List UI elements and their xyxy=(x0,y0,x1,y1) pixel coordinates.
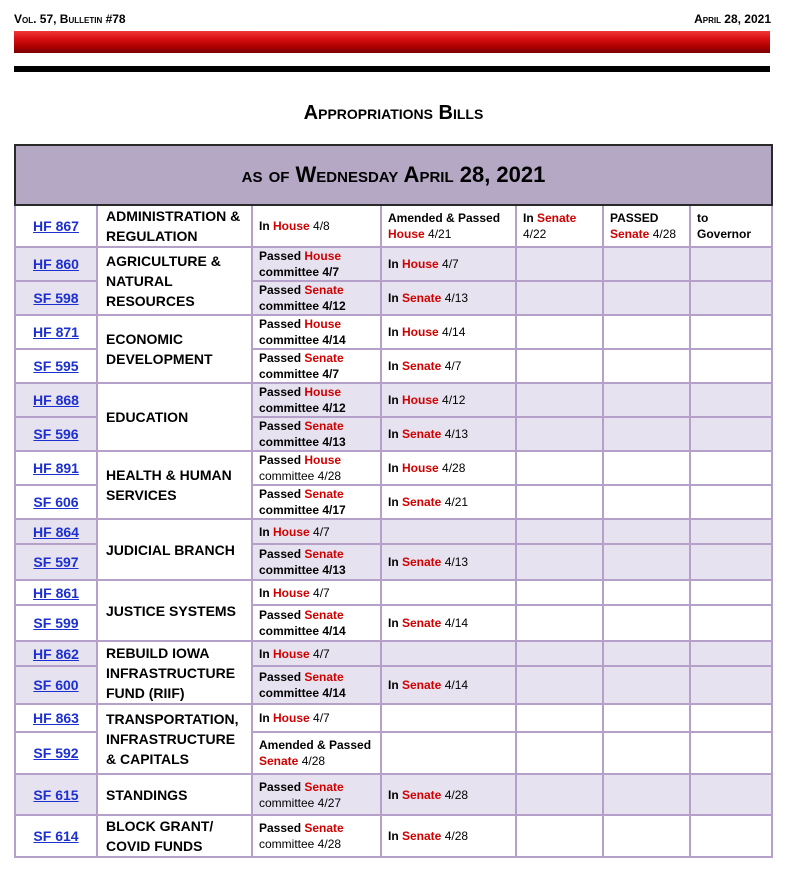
empty-cell xyxy=(690,349,772,383)
bill-link[interactable]: SF 600 xyxy=(15,666,97,704)
status-cell: Passed Senate committee 4/14 xyxy=(252,605,381,641)
empty-cell xyxy=(690,417,772,451)
committee-name: BLOCK GRANT/ COVID FUNDS xyxy=(97,815,252,857)
empty-cell xyxy=(516,519,603,544)
bill-link[interactable]: HF 871 xyxy=(15,315,97,349)
bill-link[interactable]: SF 595 xyxy=(15,349,97,383)
empty-cell xyxy=(690,774,772,815)
bulletin-volume: Vol. 57, Bulletin #78 xyxy=(14,12,126,26)
status-cell: Passed Senate committee 4/7 xyxy=(252,349,381,383)
status-cell: In Senate 4/13 xyxy=(381,417,516,451)
status-cell: In Senate 4/13 xyxy=(381,544,516,580)
empty-cell xyxy=(603,485,690,519)
bill-link[interactable]: HF 861 xyxy=(15,580,97,605)
empty-cell xyxy=(516,641,603,666)
status-cell: In Senate 4/28 xyxy=(381,815,516,857)
status-cell: Passed House committee 4/14 xyxy=(252,315,381,349)
empty-cell xyxy=(690,315,772,349)
empty-cell xyxy=(690,704,772,732)
status-cell: In Senate 4/21 xyxy=(381,485,516,519)
empty-cell xyxy=(516,666,603,704)
committee-name: STANDINGS xyxy=(97,774,252,815)
empty-cell xyxy=(603,580,690,605)
status-cell: In House 4/7 xyxy=(252,641,381,666)
committee-name: ECONOMIC DEVELOPMENT xyxy=(97,315,252,383)
empty-cell xyxy=(516,417,603,451)
status-cell: In House 4/8 xyxy=(252,205,381,247)
header-red-bar xyxy=(14,31,770,53)
empty-cell xyxy=(516,580,603,605)
empty-cell xyxy=(690,666,772,704)
bill-link[interactable]: SF 592 xyxy=(15,732,97,774)
status-cell: Passed Senate committee 4/27 xyxy=(252,774,381,815)
status-cell: In House 4/7 xyxy=(252,519,381,544)
empty-cell xyxy=(516,732,603,774)
status-cell: Amended & Passed House 4/21 xyxy=(381,205,516,247)
empty-cell xyxy=(516,315,603,349)
empty-cell xyxy=(603,315,690,349)
empty-cell xyxy=(603,605,690,641)
committee-name: HEALTH & HUMAN SERVICES xyxy=(97,451,252,519)
empty-cell xyxy=(690,281,772,315)
status-cell: Passed Senate committee 4/14 xyxy=(252,666,381,704)
status-cell: Amended & Passed Senate 4/28 xyxy=(252,732,381,774)
bill-link[interactable]: SF 606 xyxy=(15,485,97,519)
bill-link[interactable]: SF 614 xyxy=(15,815,97,857)
status-cell: In House 4/7 xyxy=(252,704,381,732)
empty-cell xyxy=(516,774,603,815)
empty-cell xyxy=(603,704,690,732)
committee-name: REBUILD IOWA INFRASTRUCTURE FUND (RIIF) xyxy=(97,641,252,704)
empty-cell xyxy=(690,383,772,417)
bill-link[interactable]: SF 597 xyxy=(15,544,97,580)
status-cell: Passed House committee 4/12 xyxy=(252,383,381,417)
status-cell: In House 4/14 xyxy=(381,315,516,349)
bill-link[interactable]: HF 862 xyxy=(15,641,97,666)
committee-name: TRANSPORTATION, INFRASTRUCTURE & CAPITALS xyxy=(97,704,252,774)
status-cell: In House 4/12 xyxy=(381,383,516,417)
empty-cell xyxy=(690,519,772,544)
bill-link[interactable]: HF 868 xyxy=(15,383,97,417)
empty-cell xyxy=(516,383,603,417)
committee-name: JUSTICE SYSTEMS xyxy=(97,580,252,641)
empty-cell xyxy=(516,815,603,857)
empty-cell xyxy=(516,605,603,641)
empty-cell xyxy=(603,417,690,451)
empty-cell xyxy=(381,732,516,774)
status-cell: PASSED Senate 4/28 xyxy=(603,205,690,247)
bill-link[interactable]: HF 867 xyxy=(15,205,97,247)
bill-link[interactable]: SF 615 xyxy=(15,774,97,815)
bulletin-date: April 28, 2021 xyxy=(694,12,771,26)
empty-cell xyxy=(381,580,516,605)
empty-cell xyxy=(516,247,603,281)
empty-cell xyxy=(690,544,772,580)
bill-link[interactable]: SF 596 xyxy=(15,417,97,451)
empty-cell xyxy=(603,383,690,417)
empty-cell xyxy=(603,281,690,315)
status-cell: In Senate 4/14 xyxy=(381,605,516,641)
empty-cell xyxy=(516,281,603,315)
status-cell: In Senate 4/28 xyxy=(381,774,516,815)
bill-link[interactable]: HF 891 xyxy=(15,451,97,485)
committee-name: JUDICIAL BRANCH xyxy=(97,519,252,580)
committee-name: ADMINISTRATION & REGULATION xyxy=(97,205,252,247)
empty-cell xyxy=(516,485,603,519)
committee-name: EDUCATION xyxy=(97,383,252,451)
status-cell: In House 4/7 xyxy=(252,580,381,605)
page-title: Appropriations Bills xyxy=(303,102,484,124)
status-banner: as of Wednesday April 28, 2021 xyxy=(15,145,772,205)
empty-cell xyxy=(381,641,516,666)
bill-link[interactable]: SF 599 xyxy=(15,605,97,641)
bill-link[interactable]: HF 864 xyxy=(15,519,97,544)
status-cell: Passed Senate committee 4/13 xyxy=(252,544,381,580)
empty-cell xyxy=(603,641,690,666)
empty-cell xyxy=(603,247,690,281)
status-cell: Passed Senate committee 4/17 xyxy=(252,485,381,519)
empty-cell xyxy=(516,544,603,580)
empty-cell xyxy=(690,247,772,281)
bill-link[interactable]: SF 598 xyxy=(15,281,97,315)
empty-cell xyxy=(690,732,772,774)
empty-cell xyxy=(516,451,603,485)
empty-cell xyxy=(516,349,603,383)
empty-cell xyxy=(603,519,690,544)
status-cell: In Senate 4/14 xyxy=(381,666,516,704)
empty-cell xyxy=(603,666,690,704)
empty-cell xyxy=(381,519,516,544)
status-cell: In House 4/7 xyxy=(381,247,516,281)
empty-cell xyxy=(690,815,772,857)
committee-name: AGRICULTURE & NATURAL RESOURCES xyxy=(97,247,252,315)
empty-cell xyxy=(690,451,772,485)
status-cell: Passed Senate committee 4/28 xyxy=(252,815,381,857)
appropriations-table xyxy=(14,144,773,858)
bill-link[interactable]: HF 860 xyxy=(15,247,97,281)
status-cell: Passed Senate committee 4/12 xyxy=(252,281,381,315)
status-cell: Passed House committee 4/7 xyxy=(252,247,381,281)
status-cell: to Governor xyxy=(690,205,772,247)
status-cell: In House 4/28 xyxy=(381,451,516,485)
empty-cell xyxy=(516,704,603,732)
bill-link[interactable]: HF 863 xyxy=(15,704,97,732)
empty-cell xyxy=(603,815,690,857)
empty-cell xyxy=(603,349,690,383)
status-cell: In Senate 4/22 xyxy=(516,205,603,247)
empty-cell xyxy=(690,605,772,641)
status-cell: Passed Senate committee 4/13 xyxy=(252,417,381,451)
empty-cell xyxy=(381,704,516,732)
empty-cell xyxy=(690,485,772,519)
empty-cell xyxy=(603,732,690,774)
empty-cell xyxy=(603,544,690,580)
empty-cell xyxy=(690,641,772,666)
empty-cell xyxy=(603,451,690,485)
empty-cell xyxy=(603,774,690,815)
empty-cell xyxy=(690,580,772,605)
header-black-rule xyxy=(14,66,770,72)
status-cell: In Senate 4/13 xyxy=(381,281,516,315)
status-cell: Passed House committee 4/28 xyxy=(252,451,381,485)
status-cell: In Senate 4/7 xyxy=(381,349,516,383)
